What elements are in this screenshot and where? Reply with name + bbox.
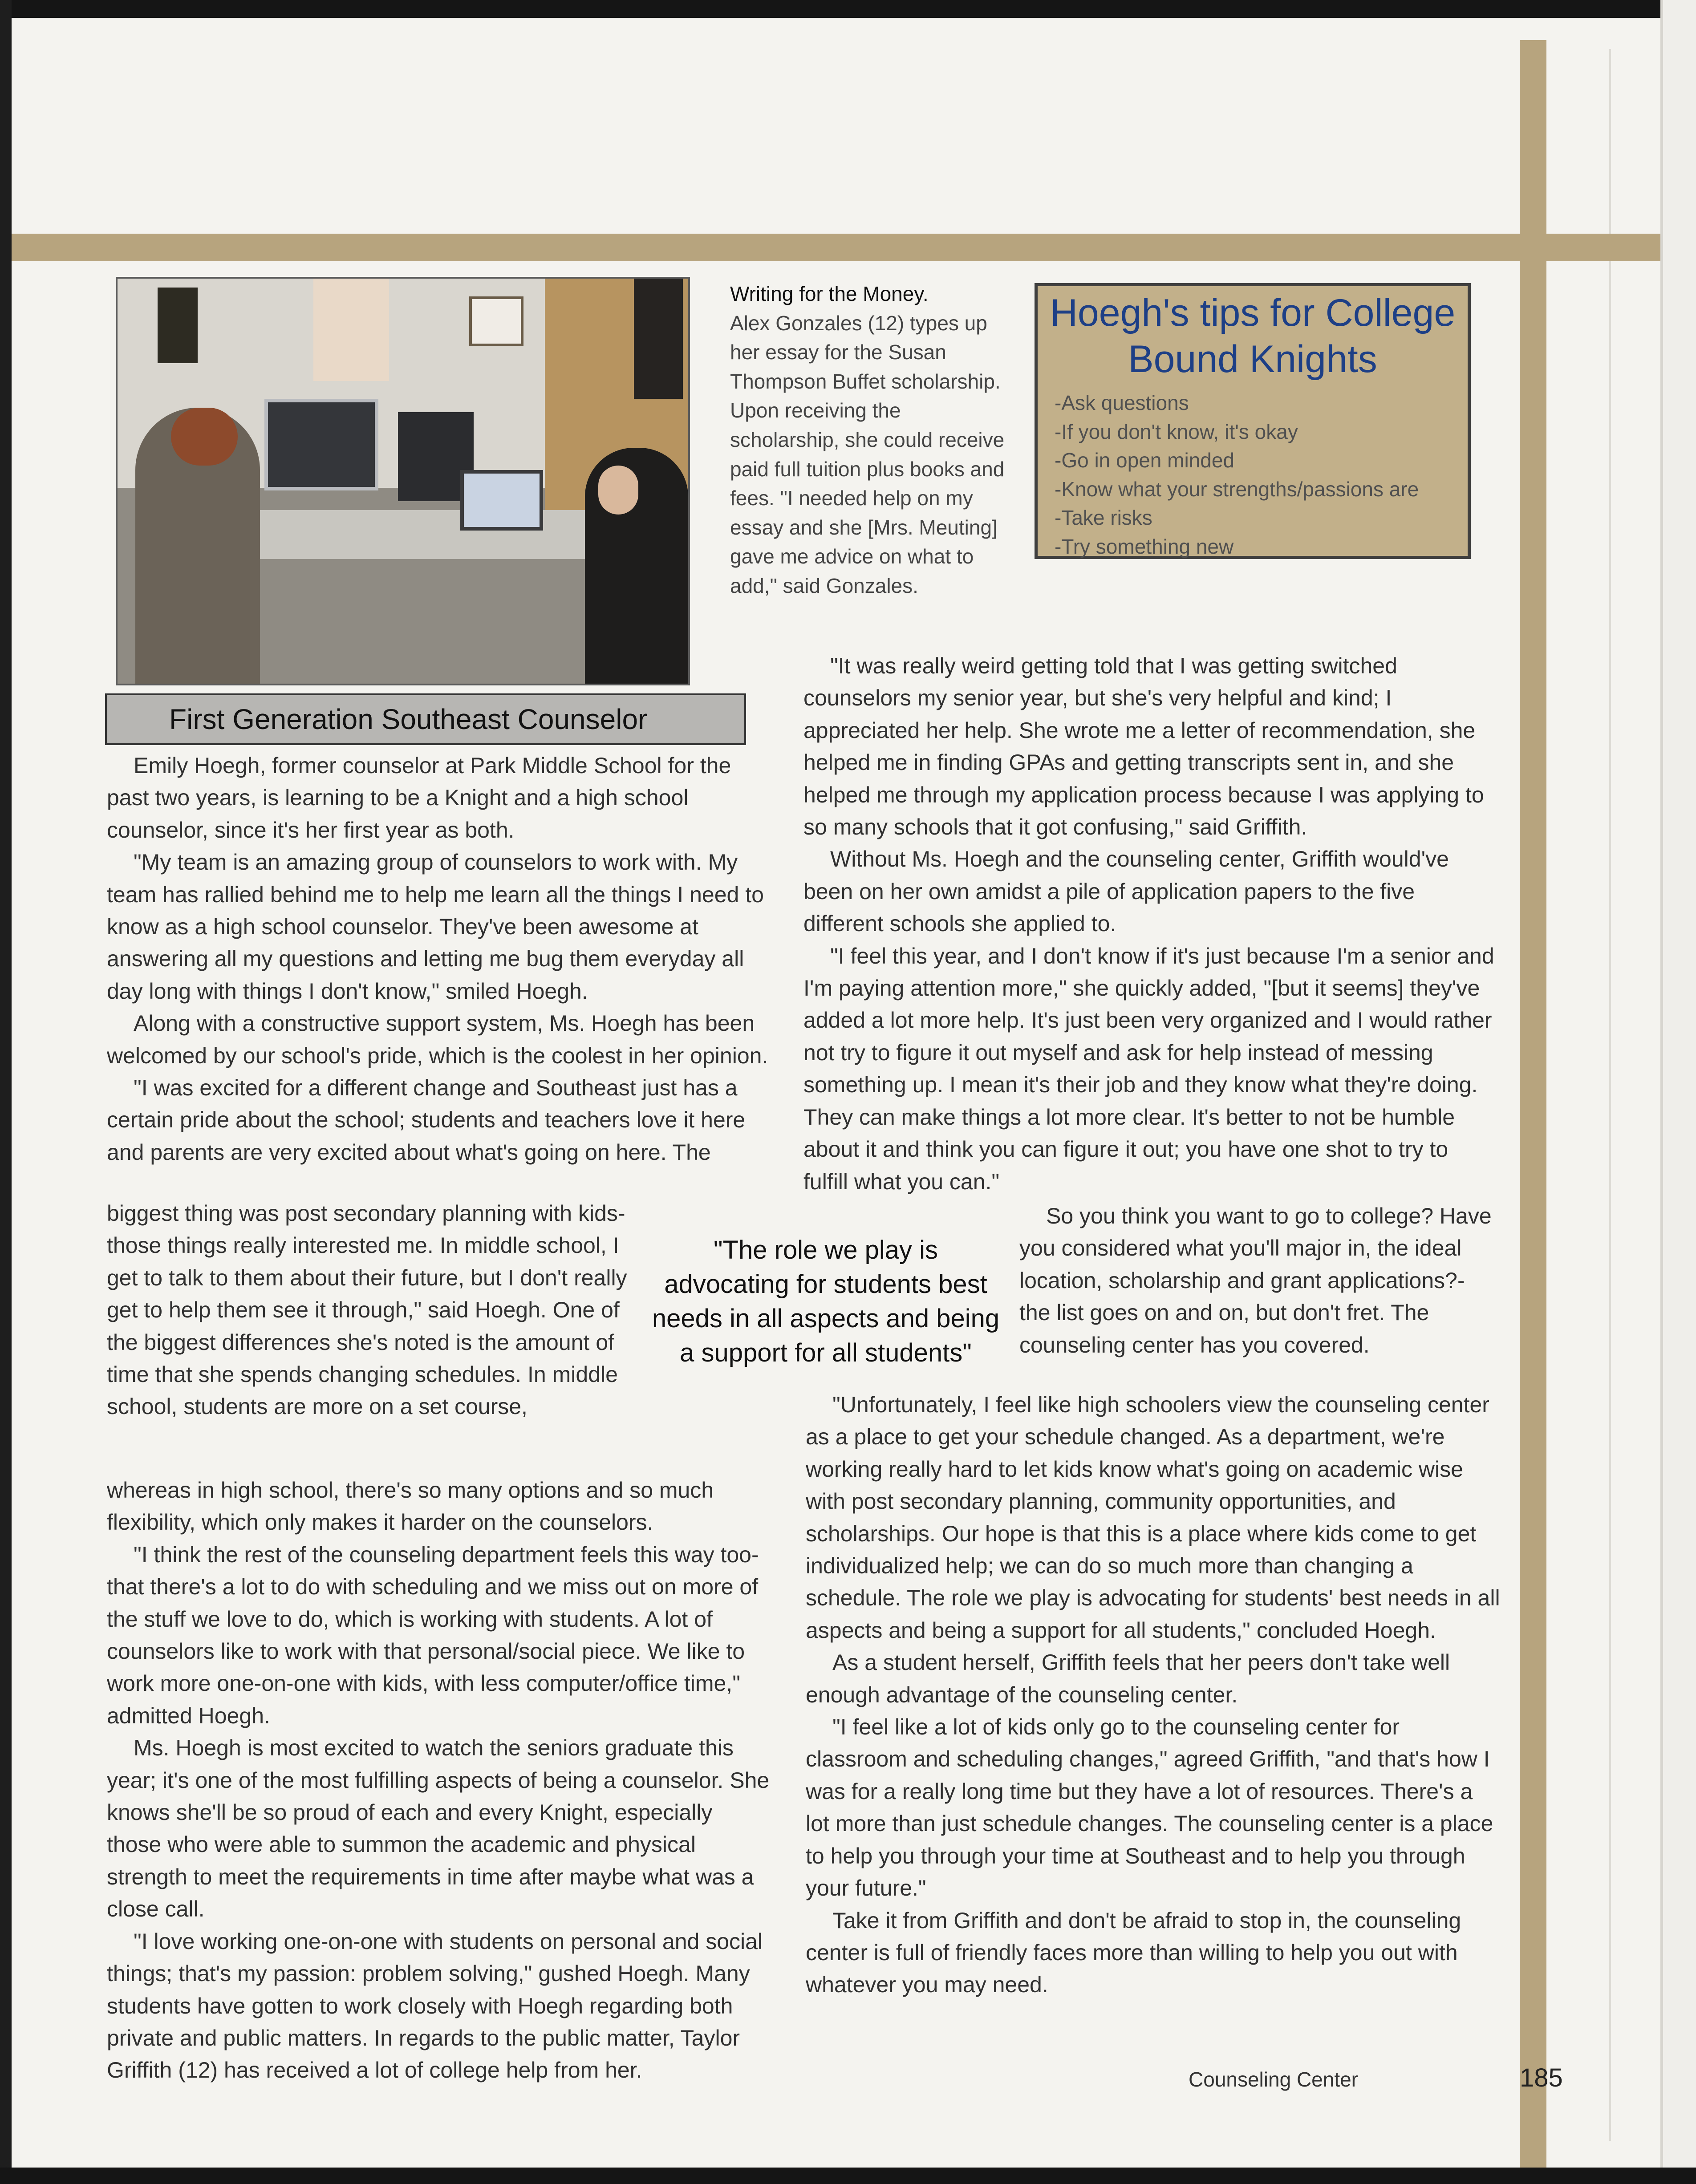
paragraph: So you think you want to go to college? Have you considered what you'll major in, the ideal location, scholarship and grant applications?- the list goes on and on, but don't fret. The counseling center has you covered. [1019,1203,1492,1357]
scan-edge-left [0,0,12,2184]
paragraph: Ms. Hoegh is most excited to watch the seniors graduate this year; it's one of the most fulfilling aspects of being a counselor. She knows she'll be so proud of each and every Knight, especially those who were able to summon the academic and physical strength to meet the requirements in time after maybe what was a close call. [107,1735,770,1922]
paragraph: Take it from Griffith and don't be afraid to stop in, the counseling center is full of friendly faces more than willing to help you out with whatever you may need. [806,1908,1461,1998]
right-column-middle [1019,1200,1500,1361]
decorative-tan-bar-horizontal [12,234,1660,261]
scan-edge-top [0,0,1696,18]
tips-list [1055,389,1468,561]
paragraph: Along with a constructive support system, Ms. Hoegh has been welcomed by our school's pride, which is the coolest in her opinion. [107,1011,768,1068]
pull-quote: "The role we play is advocating for students best needs in all aspects and being a support for all students" [652,1236,1000,1367]
article-headline: First Generation Southeast Counselor [105,693,746,745]
gutter-line [1609,49,1611,2141]
article-photo [116,277,690,685]
left-column-lower [107,1474,770,2087]
left-column-middle [107,1197,637,1423]
paragraph: "My team is an amazing group of counselors to work with. My team has rallied behind me to help me learn all the things I need to know as a high school counselor. They've been awesome at answering all my questions and letting me bug them everyday all day long with things I don't know," smiled Hoegh. [107,850,764,1004]
right-column-upper [803,650,1498,1198]
tip-item: -Take risks [1055,506,1152,529]
paragraph: "It was really weird getting told that I was getting switched counselors my senior year, but she's very helpful and kind; I appreciated her help. She wrote me a letter of recommendation, she helped me in finding GPAs and getting transcripts sent in, and she helped me through my application process because I was applying to so many schools that it got confusing," said Griffith. [803,653,1484,840]
tip-item: -Go in open minded [1055,449,1235,472]
paragraph: Without Ms. Hoegh and the counseling center, Griffith would've been on her own amidst a pile of application papers to the five different schools she applied to. [803,847,1449,936]
caption-body: Alex Gonzales (12) types up her essay for the Susan Thompson Buffet scholarship. Upon receiving the scholarship, she could receive paid full tuition plus books and fees. "I needed help on my essay and she [Mrs. Meuting] gave me advice on what to add," said Gonzales. [730,311,1005,597]
paragraph: "I feel like a lot of kids only go to the counseling center for classroom and scheduling changes," agreed Griffith, "and that's how I was for a really long time but they have a lot of resources. There's a lot more than just schedule changes. The counseling center is a place to help you through your time at Southeast and to help you through your future." [806,1714,1493,1901]
paragraph: whereas in high school, there's so many options and so much flexibility, which only makes it harder on the counselors. [107,1478,714,1535]
paragraph: "I feel this year, and I don't know if it's just because I'm a senior and I'm paying attention more," she quickly added, "[but it seems] they've added a lot more help. It's just been very organized and I would rather not try to figure it out myself and ask for help instead of messing something up. I mean it's their job and they know what they're doing. They can make things a lot more clear. It's better to not be humble about it and think you can figure it out; you have one shot to try to fulfill what you can." [803,943,1494,1194]
tip-item: -Try something new [1055,535,1234,558]
paragraph: As a student herself, Griffith feels that her peers don't take well enough advantage of the counseling center. [806,1650,1450,1707]
footer-section-label: Counseling Center [1189,2068,1359,2091]
decorative-tan-bar-vertical [1520,40,1563,2168]
paragraph: "I love working one-on-one with students on personal and social things; that's my passion: problem solving," gushed Hoegh. Many students have gotten to work closely with Hoegh regarding both private and public matters. In regards to the public matter, Taylor Griffith (12) has received a lot of college help from her. [107,1929,763,2083]
photo-caption [730,280,1006,601]
paragraph: "Unfortunately, I feel like high schoolers view the counseling center as a place to get your schedule changed. As a department, we're working really hard to let kids know what's going on academic wise with post secondary planning, community opportunities, and scholarships. Our hope is that this is a place where kids come to get individualized help; we can do so much more than changing a schedule. The role we play is advocating for students' best needs in all aspects and being a support for all students," concluded Hoegh. [806,1392,1500,1643]
tip-item: -Ask questions [1055,391,1189,414]
scan-edge-bottom [0,2168,1696,2184]
paragraph: biggest thing was post secondary planning with kids- those things really interested me. In middle school, I get to talk to them about their future, but I don't really get to help them see it through," said Hoegh. One of the biggest differences she's noted is the amount of time that she spends changing schedules. In middle school, students are more on a set course, [107,1201,627,1419]
right-column-lower [806,1389,1500,2001]
paragraph: Emily Hoegh, former counselor at Park Middle School for the past two years, is learning to be a Knight and a high school counselor, since it's her first year as both. [107,753,731,843]
left-column-upper [107,750,770,1168]
paragraph: "I was excited for a different change and Southeast just has a certain pride about the school; students and teachers love it here and parents are very excited about what's going on here. The [107,1075,746,1165]
paragraph: "I think the rest of the counseling department feels this way too- that there's a lot to do with scheduling and we miss out on more of the stuff we love to do, which is working with students. A lot of counselors like to work with that personal/social piece. We like to work more one-on-one with kids, with less computer/office time," admitted Hoegh. [107,1542,759,1728]
caption-title: Writing for the Money. [730,282,929,305]
page-number: 185 [1520,2063,1563,2092]
tip-item: -Know what your strengths/passions are [1055,477,1419,501]
page-gutter [1660,0,1696,2184]
tip-item: -If you don't know, it's okay [1055,420,1298,443]
tips-box [1035,283,1471,559]
tips-title: Hoegh's tips for College Bound Knights [1050,292,1456,381]
